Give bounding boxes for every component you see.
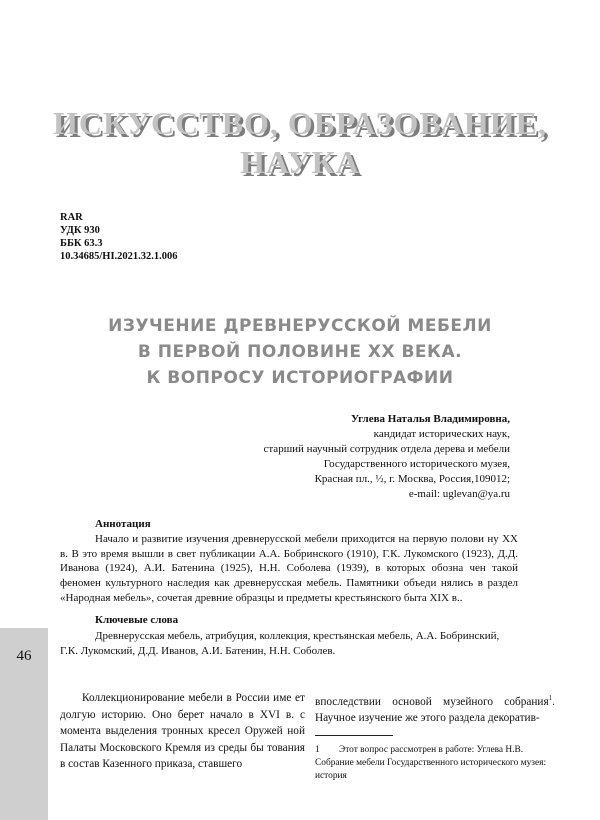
meta-doi: 10.34685/HI.2021.32.1.006 [60, 251, 178, 262]
author-block [263, 412, 510, 502]
body-right-text-2: . Научное изучение же этого раздела декоратив- [315, 695, 555, 725]
footnote-text: Этот вопрос рассмотрен в работе: Углева Н.В. Собрание мебели Государственного исторического музея: история [315, 745, 547, 781]
author-institution: Государственного исторического музея, [323, 458, 510, 470]
author-email: e-mail: uglevan@ya.ru [408, 488, 510, 500]
keywords-text: Древнерусская мебель, атрибуция, коллекция, крестьянская мебель, А.А. Бобринский, Г.К. Лукомский, Д.Д. Иванов, А.И. Батенин, Н.Н. Соболев. [60, 630, 500, 657]
keywords-heading: Ключевые слова [95, 614, 179, 626]
meta-bbk: ББК 63.3 [60, 238, 103, 249]
body-column-left: Коллекционирование мебели в России име ет долгую историю. Оно берет начало в XVI в. с момента выделения тронных кресел Оружей ной Палаты Московского Кремля из среды бы тования в состав Казенного приказа, ставшего [60, 692, 305, 771]
article-title-line3: К ВОПРОСУ ИСТОРИОГРАФИИ [146, 368, 454, 388]
article-title-line1: ИЗУЧЕНИЕ ДРЕВНЕРУССКОЙ МЕБЕЛИ [108, 316, 492, 336]
section-title-line2: НАУКА [240, 144, 360, 180]
body-right-text-1: впоследствии основой музейного собрания [315, 695, 549, 708]
author-name: Углева Наталья Владимировна, [350, 413, 510, 425]
footnote-number: 1 [315, 745, 320, 755]
abstract-heading: Аннотация [95, 518, 151, 530]
footnote-ref: 1 [548, 694, 553, 702]
author-degree: кандидат исторических наук, [373, 428, 510, 440]
author-position: старший научный сотрудник отдела дерева и мебели [263, 443, 510, 455]
footnote [315, 744, 557, 783]
abstract-text: Начало и развитие изучения древнерусской мебели приходится на первую полови ну XX в. В это время вышли в свет публикации А.А. Бобринского (1910), Г.К. Лукомского (1923), Д.Д. Иванова (1924), А.И. Батенина (1925), Н.Н. Соболева (1939), в которых обозна чен такой феномен культурного наследия как древнерусская мебель. Памятники объеди нялись в раздел «Народная мебель», сочетая древние образцы и предметы крестьянского быта XIX в.. [60, 533, 518, 604]
meta-rar: RAR [60, 212, 83, 223]
meta-udk: УДК 930 [60, 225, 100, 236]
author-address: Красная пл., ½, г. Москва, Россия,109012; [314, 473, 510, 485]
body-column-right [315, 690, 555, 727]
footnote-divider [315, 735, 393, 736]
article-title-line2: В ПЕРВОЙ ПОЛОВИНЕ XX ВЕКА. [137, 342, 463, 362]
page-number: 46 [16, 648, 32, 664]
section-title-line1: ИСКУССТВО, ОБРАЗОВАНИЕ, [53, 105, 547, 141]
